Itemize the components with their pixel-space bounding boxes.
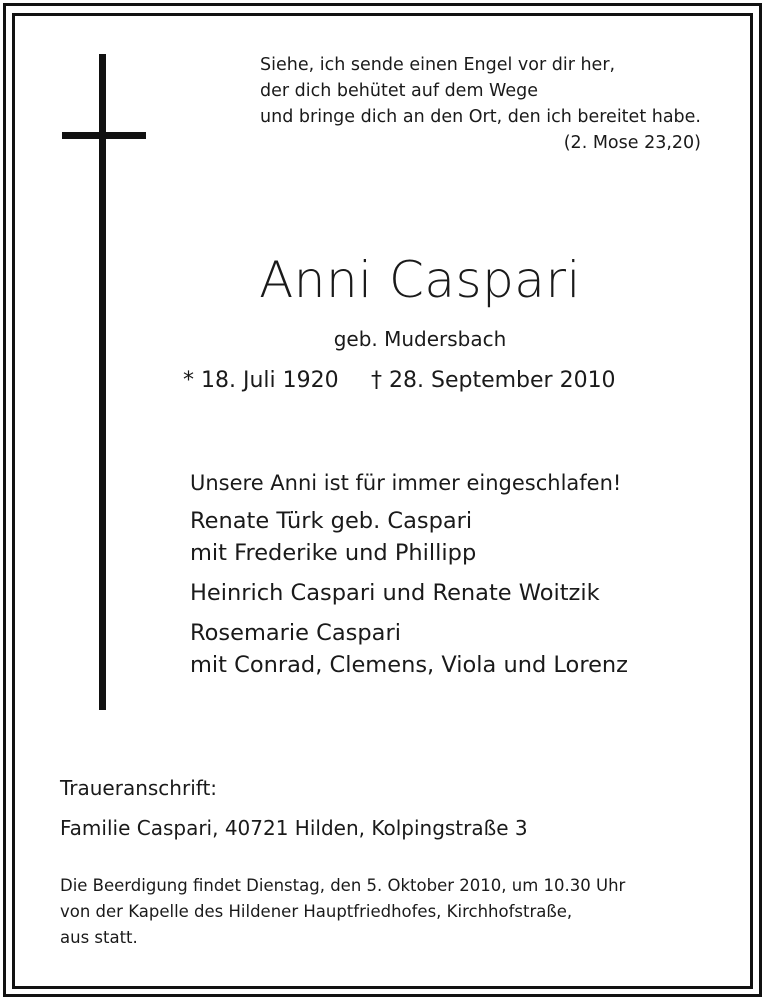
deceased-name: Anni Caspari <box>259 251 581 309</box>
funeral-line: von der Kapelle des Hildener Hauptfriedhofes, Kirchhofstraße, <box>60 902 573 921</box>
verse-source: (2. Mose 23,20) <box>563 133 701 153</box>
verse-line: Siehe, ich sende einen Engel vor dir her, <box>260 55 616 75</box>
death-date: † 28. September 2010 <box>371 368 616 393</box>
birth-date: * 18. Juli 1920 <box>183 368 339 393</box>
bible-verse <box>260 52 701 156</box>
mourner-line: mit Conrad, Clemens, Viola und Lorenz <box>190 652 628 678</box>
mourner-line: Renate Türk geb. Caspari <box>190 508 473 534</box>
address-label: Traueranschrift: <box>60 776 218 800</box>
family-intro: Unsere Anni ist für immer eingeschlafen! <box>190 471 622 495</box>
mourners-list <box>190 467 628 689</box>
mourner-line: Heinrich Caspari und Renate Woitzik <box>190 580 600 606</box>
cross-icon-bar <box>62 132 146 139</box>
funeral-notice <box>60 873 705 951</box>
verse-line: und bringe dich an den Ort, den ich bereitet habe. <box>260 107 701 127</box>
funeral-line: Die Beerdigung findet Dienstag, den 5. Oktober 2010, um 10.30 Uhr <box>60 876 626 895</box>
mourner-group <box>190 505 628 569</box>
funeral-line: aus statt. <box>60 928 138 947</box>
life-dates <box>183 368 683 393</box>
mourner-line: mit Frederike und Phillipp <box>190 540 477 566</box>
mourner-group <box>190 577 628 609</box>
cross-icon <box>99 54 106 710</box>
mourner-line: Rosemarie Caspari <box>190 620 401 646</box>
mourning-address <box>60 768 528 848</box>
address-value: Familie Caspari, 40721 Hilden, Kolpingstraße 3 <box>60 816 528 840</box>
birth-name: geb. Mudersbach <box>333 327 507 351</box>
verse-line: der dich behütet auf dem Wege <box>260 81 538 101</box>
mourner-group <box>190 617 628 681</box>
